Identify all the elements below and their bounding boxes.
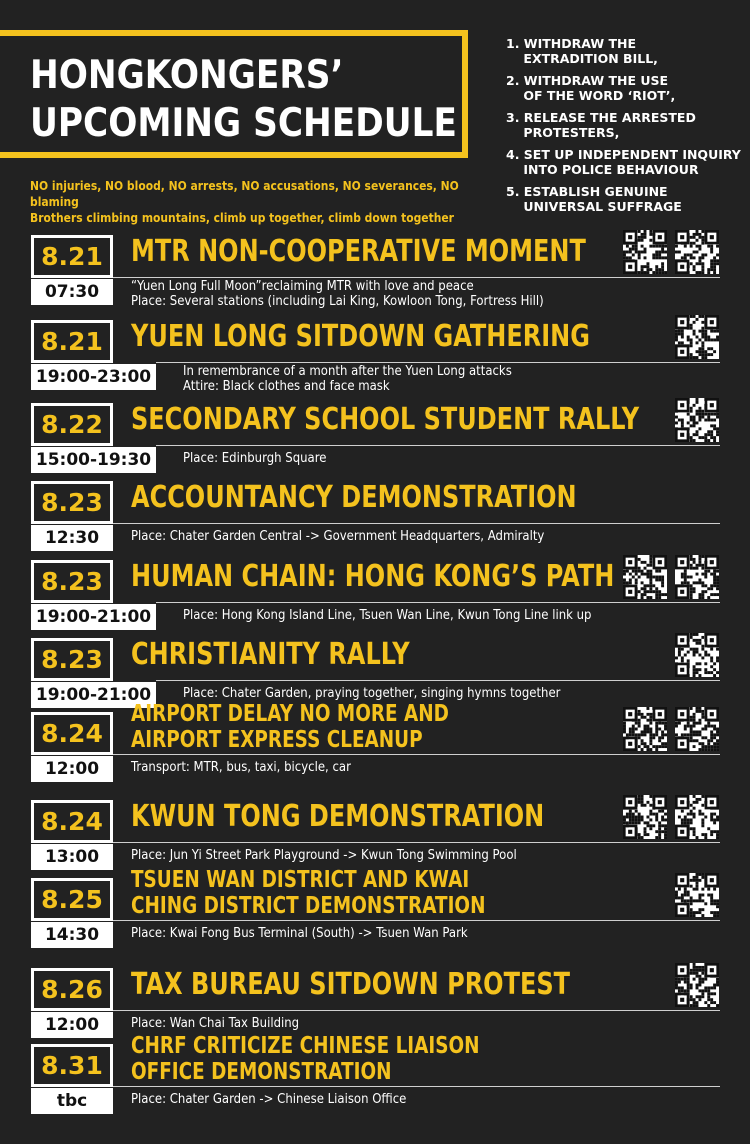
divider-line <box>113 842 720 843</box>
demand-item: 2. WITHDRAW THE USE OF THE WORD ‘RIOT’, <box>506 73 676 103</box>
divider-line <box>156 445 720 446</box>
event-date: 8.22 <box>31 403 113 446</box>
divider-line <box>113 920 720 921</box>
event-date: 8.23 <box>31 481 113 524</box>
event-date: 8.21 <box>31 320 113 363</box>
qr-code-icon[interactable] <box>623 795 667 839</box>
event-detail: Place: Wan Chai Tax Building <box>131 1016 300 1031</box>
title-line-1: HONGKONGERS’ <box>30 53 344 98</box>
qr-code-icon[interactable] <box>623 707 667 751</box>
event-title: ACCOUNTANCY DEMONSTRATION <box>131 480 577 515</box>
event-time: 07:30 <box>31 279 113 305</box>
event-date: 8.31 <box>31 1044 113 1087</box>
event-date: 8.25 <box>31 878 113 921</box>
page-title <box>30 52 457 148</box>
divider-line <box>113 1010 720 1011</box>
slogan-line-1: NO injuries, NO blood, NO arrests, NO accusations, NO severances, NO blaming <box>30 178 459 209</box>
event-date: 8.24 <box>31 800 113 843</box>
qr-code-icon[interactable] <box>623 230 667 274</box>
demand-item: 1. WITHDRAW THE EXTRADITION BILL, <box>506 36 658 66</box>
event-time: tbc <box>31 1088 113 1114</box>
event-title: SECONDARY SCHOOL STUDENT RALLY <box>131 402 640 437</box>
qr-code-icon[interactable] <box>675 315 719 359</box>
event-time: 15:00-19:30 <box>31 447 156 473</box>
event-time: 14:30 <box>31 922 113 948</box>
event-detail: Attire: Black clothes and face mask <box>183 379 390 394</box>
qr-code-icon[interactable] <box>675 873 719 917</box>
event-detail: Place: Jun Yi Street Park Playground -> Kwun Tong Swimming Pool <box>131 848 517 863</box>
event-time: 13:00 <box>31 844 113 870</box>
event-time: 12:30 <box>31 525 113 551</box>
event-date: 8.21 <box>31 235 113 278</box>
divider-line <box>113 754 720 755</box>
event-detail: Place: Chater Garden -> Chinese Liaison Office <box>131 1092 407 1107</box>
divider-line <box>113 1086 720 1087</box>
divider-line <box>113 277 720 278</box>
event-date: 8.26 <box>31 968 113 1011</box>
event-date: 8.23 <box>31 638 113 681</box>
event-detail: “Yuen Long Full Moon”reclaiming MTR with love and peace <box>131 279 474 294</box>
event-detail: Place: Chater Garden Central -> Government Headquarters, Admiralty <box>131 529 545 544</box>
event-detail: In remembrance of a month after the Yuen Long attacks <box>183 364 512 379</box>
demand-item: 4. SET UP INDEPENDENT INQUIRY INTO POLICE BEHAVIOUR <box>506 147 741 177</box>
divider-line <box>156 362 720 363</box>
event-title: KWUN TONG DEMONSTRATION <box>131 799 545 834</box>
qr-code-icon[interactable] <box>675 633 719 677</box>
qr-code-icon[interactable] <box>675 795 719 839</box>
demand-item: 5. ESTABLISH GENUINE UNIVERSAL SUFFRAGE <box>506 184 682 214</box>
title-line-2: UPCOMING SCHEDULE <box>30 101 457 146</box>
qr-code-icon[interactable] <box>675 398 719 442</box>
divider-line <box>156 602 720 603</box>
event-title: CHRISTIANITY RALLY <box>131 637 410 672</box>
qr-code-icon[interactable] <box>675 963 719 1007</box>
qr-code-icon[interactable] <box>675 230 719 274</box>
event-title: AIRPORT DELAY NO MORE AND AIRPORT EXPRESS CLEANUP <box>131 701 449 753</box>
event-title: TAX BUREAU SITDOWN PROTEST <box>131 967 570 1002</box>
event-time: 19:00-21:00 <box>31 682 156 708</box>
event-title: CHRF CRITICIZE CHINESE LIAISON OFFICE DEMONSTRATION <box>131 1033 480 1085</box>
event-time: 12:00 <box>31 1012 113 1038</box>
event-time: 19:00-23:00 <box>31 364 156 390</box>
event-detail: Place: Several stations (including Lai King, Kowloon Tong, Fortress Hill) <box>131 294 544 309</box>
slogans <box>30 178 494 226</box>
slogan-line-2: Brothers climbing mountains, climb up together, climb down together <box>30 210 454 225</box>
divider-line <box>113 523 720 524</box>
event-detail: Transport: MTR, bus, taxi, bicycle, car <box>131 760 351 775</box>
event-detail: Place: Hong Kong Island Line, Tsuen Wan Line, Kwun Tong Line link up <box>183 608 592 623</box>
event-detail: Place: Edinburgh Square <box>183 451 327 466</box>
demand-item: 3. RELEASE THE ARRESTED PROTESTERS, <box>506 110 696 140</box>
event-title: YUEN LONG SITDOWN GATHERING <box>131 319 590 354</box>
event-time: 19:00-21:00 <box>31 604 156 630</box>
event-title: MTR NON-COOPERATIVE MOMENT <box>131 234 586 269</box>
event-date: 8.24 <box>31 712 113 755</box>
event-time: 12:00 <box>31 756 113 782</box>
divider-line <box>156 680 720 681</box>
event-title: TSUEN WAN DISTRICT AND KWAI CHING DISTRICT DEMONSTRATION <box>131 867 486 919</box>
event-date: 8.23 <box>31 560 113 603</box>
qr-code-icon[interactable] <box>623 555 667 599</box>
event-detail: Place: Kwai Fong Bus Terminal (South) -> Tsuen Wan Park <box>131 926 468 941</box>
event-detail: Place: Chater Garden, praying together, singing hymns together <box>183 686 561 701</box>
event-title: HUMAN CHAIN: HONG KONG’S PATH <box>131 559 615 594</box>
qr-code-icon[interactable] <box>675 555 719 599</box>
five-demands-list <box>506 36 741 221</box>
qr-code-icon[interactable] <box>675 707 719 751</box>
